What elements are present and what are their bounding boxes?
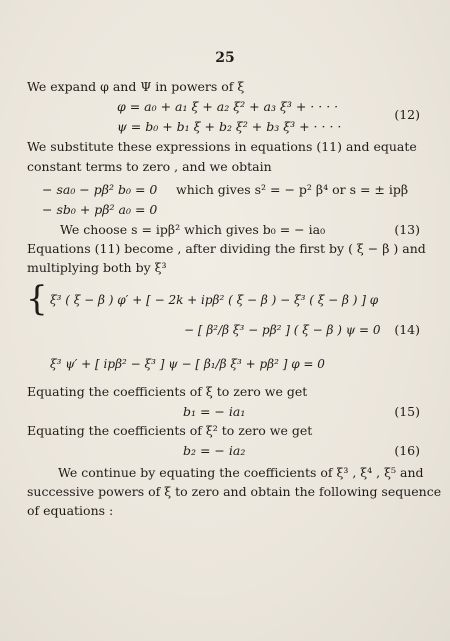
system-equation-1: − sa₀ − pβ² b₀ = 0 <box>42 182 158 197</box>
page-number: 25 <box>215 50 235 66</box>
equation-number-15: (15) <box>394 404 420 419</box>
equation-14-line-2: − [ β²/β ξ³ − pβ² ] ( ξ − β ) ψ = 0 <box>184 323 381 337</box>
equation-number-16: (16) <box>394 443 420 458</box>
equation-12-phi: φ = a₀ + a₁ ξ + a₂ ξ² + a₃ ξ³ + · · · · <box>117 99 339 114</box>
text-line: We expand φ and Ψ in powers of ξ <box>27 79 245 94</box>
text-line: Equating the coefficients of ξ² to zero we get <box>27 423 313 438</box>
equation-number-13: (13) <box>394 222 420 237</box>
equation-number-14: (14) <box>394 322 420 337</box>
system-equation-2: − sb₀ + pβ² a₀ = 0 <box>42 202 158 217</box>
choice-line: We choose s = ipβ² which gives b₀ = − ia₀ <box>60 222 326 237</box>
text-line: We substitute these expressions in equations (11) and equate <box>27 139 417 154</box>
text-line: multiplying both by ξ³ <box>27 260 167 275</box>
text-line: Equations (11) become , after dividing the first by ( ξ − β ) and <box>27 241 426 256</box>
equation-15: b₁ = − ia₁ <box>183 404 246 419</box>
text-line: We continue by equating the coefficients of ξ³ , ξ⁴ , ξ⁵ and <box>58 465 424 480</box>
equation-14-line-3: ξ³ ψ′ + [ ipβ² − ξ³ ] ψ − [ β₁/β ξ³ + pβ² ] φ = 0 <box>50 357 325 371</box>
system-result: which gives s² = − p² β⁴ or s = ± ipβ <box>176 182 409 197</box>
system-brace: { <box>26 279 48 319</box>
text-line: constant terms to zero , and we obtain <box>27 159 272 174</box>
equation-14-line-1: ξ³ ( ξ − β ) φ′ + [ − 2k + ipβ² ( ξ − β ) − ξ³ ( ξ − β ) ] φ <box>50 293 379 307</box>
equation-12-psi: ψ = b₀ + b₁ ξ + b₂ ξ² + b₃ ξ³ + · · · · <box>117 119 342 134</box>
equation-number-12: (12) <box>394 107 420 122</box>
equation-16: b₂ = − ia₂ <box>183 443 246 458</box>
text-line: Equating the coefficients of ξ to zero we get <box>27 384 308 399</box>
text-line: successive powers of ξ to zero and obtain the following sequence <box>27 484 442 499</box>
text-line: of equations : <box>27 503 114 518</box>
